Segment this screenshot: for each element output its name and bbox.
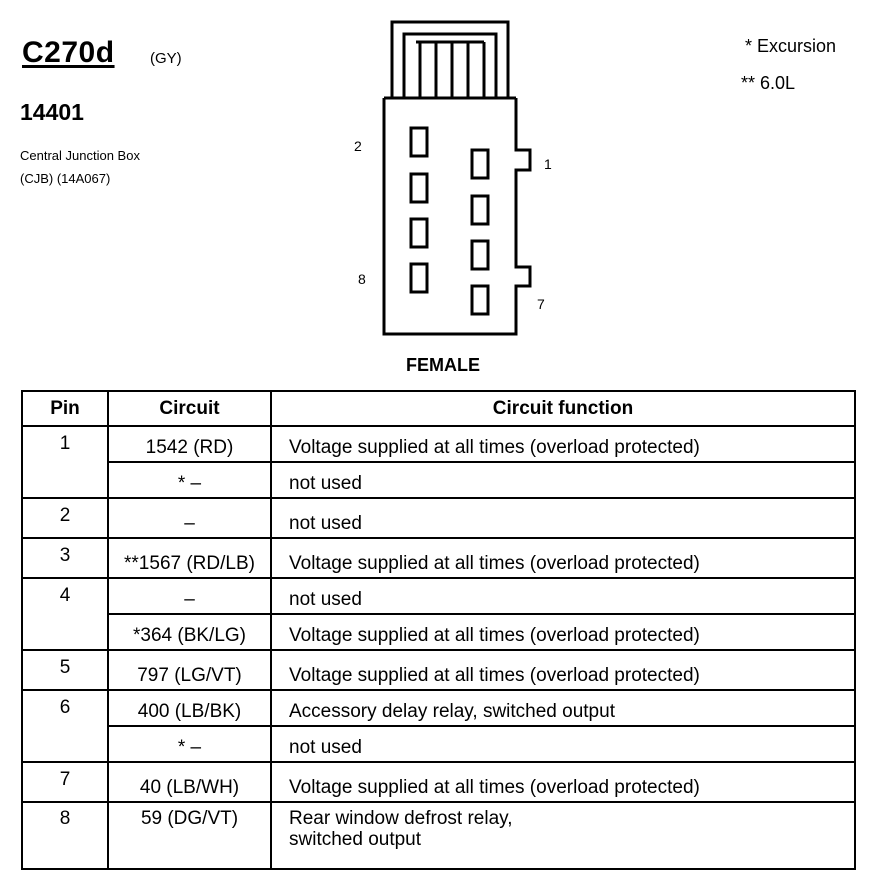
note-excursion: * Excursion (745, 36, 837, 56)
function-cell: not used (271, 462, 855, 498)
function-cell: Accessory delay relay, switched output (271, 690, 855, 726)
circuit-cell: – (108, 578, 271, 614)
description-line-2: (CJB) (14A067) (20, 171, 111, 186)
connector-face-diagram (340, 14, 560, 344)
table-row (22, 426, 855, 462)
header-pin: Pin (22, 391, 108, 426)
circuit-cell: *364 (BK/LG) (108, 614, 271, 650)
pin-label-1: 1 (544, 156, 552, 172)
function-cell (271, 802, 855, 869)
circuit-cell: * – (108, 726, 271, 762)
circuit-cell: * – (108, 462, 271, 498)
pin-cell: 8 (22, 802, 108, 869)
part-number: 14401 (20, 99, 84, 125)
connector-id: C270d (22, 36, 115, 69)
pin-cavity (472, 241, 488, 269)
header-circuit: Circuit (108, 391, 271, 426)
pin-cell: 3 (22, 538, 108, 578)
circuit-cell: 59 (DG/VT) (108, 802, 271, 869)
pin-cavity (411, 264, 427, 292)
description-line-1: Central Junction Box (20, 148, 140, 163)
connector-color-code: (GY) (150, 50, 182, 67)
function-cell: Voltage supplied at all times (overload protected) (271, 762, 855, 802)
circuit-cell: – (108, 498, 271, 538)
function-line-2: switched output (289, 829, 422, 850)
pin-label-2: 2 (354, 138, 362, 154)
header-circuit-function: Circuit function (271, 391, 855, 426)
table-row (22, 462, 855, 498)
pin-label-8: 8 (358, 271, 366, 287)
function-cell: Voltage supplied at all times (overload protected) (271, 538, 855, 578)
function-cell: Voltage supplied at all times (overload protected) (271, 614, 855, 650)
connector-shell (384, 98, 530, 334)
pin-cavity (411, 128, 427, 156)
pin-cavity (472, 196, 488, 224)
circuit-cell: 797 (LG/VT) (108, 650, 271, 690)
pin-cell: 7 (22, 762, 108, 802)
pin-cavity (472, 286, 488, 314)
pin-cell: 4 (22, 578, 108, 650)
function-cell: not used (271, 578, 855, 614)
table-row (22, 726, 855, 762)
connector-gender-label: FEMALE (406, 355, 480, 375)
pin-label-7: 7 (537, 296, 545, 312)
pinout-table (21, 390, 856, 870)
table-row (22, 690, 855, 726)
function-line-1: Rear window defrost relay, (289, 808, 513, 829)
table-row (22, 650, 855, 690)
function-cell: not used (271, 726, 855, 762)
function-cell: Voltage supplied at all times (overload protected) (271, 426, 855, 462)
circuit-cell: 1542 (RD) (108, 426, 271, 462)
pin-cavity (472, 150, 488, 178)
table-row (22, 802, 855, 869)
circuit-cell: 400 (LB/BK) (108, 690, 271, 726)
pin-cavity (411, 174, 427, 202)
pin-cell: 1 (22, 426, 108, 498)
pin-cell: 6 (22, 690, 108, 762)
function-cell: not used (271, 498, 855, 538)
pin-cavity (411, 219, 427, 247)
circuit-cell: 40 (LB/WH) (108, 762, 271, 802)
table-header-row (22, 391, 855, 426)
circuit-cell: **1567 (RD/LB) (108, 538, 271, 578)
table-row (22, 762, 855, 802)
table-row (22, 498, 855, 538)
pin-cell: 2 (22, 498, 108, 538)
table-row (22, 578, 855, 614)
note-6-0l: ** 6.0L (741, 73, 796, 93)
function-cell: Voltage supplied at all times (overload protected) (271, 650, 855, 690)
pin-cell: 5 (22, 650, 108, 690)
table-row (22, 538, 855, 578)
table-row (22, 614, 855, 650)
